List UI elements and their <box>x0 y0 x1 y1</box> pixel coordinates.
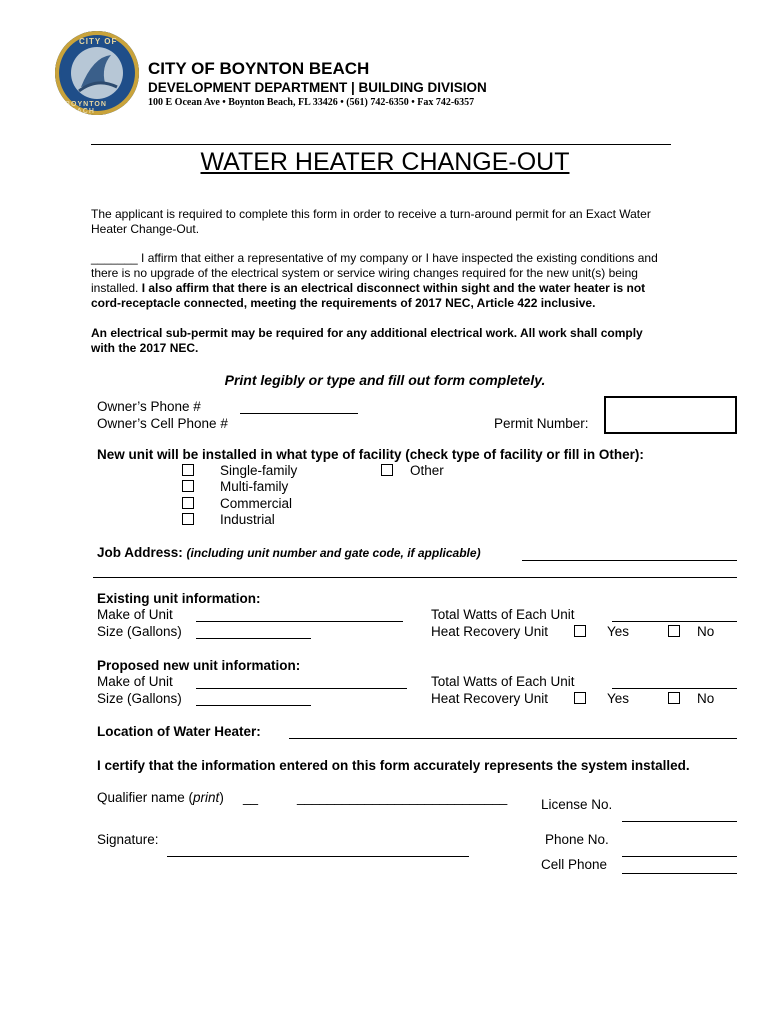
seal-text-top: CITY OF <box>79 37 118 46</box>
header-divider <box>91 144 671 145</box>
qualifier-print-word: print <box>193 790 220 805</box>
qualifier-label: Qualifier name (print) <box>97 790 224 805</box>
industrial-checkbox[interactable] <box>182 513 194 525</box>
existing-heat-no-label: No <box>697 624 715 639</box>
city-seal <box>55 31 139 115</box>
print-note: Print legibly or type and fill out form completely. <box>224 372 546 388</box>
city-name: CITY OF BOYNTON BEACH <box>148 59 370 78</box>
proposed-heat-no-label: No <box>697 691 715 706</box>
address-line: 100 E Ocean Ave • Boynton Beach, FL 33426 • (561) 742-6350 • Fax 742-6357 <box>148 97 475 108</box>
multi-family-label: Multi-family <box>220 479 289 494</box>
proposed-make-field[interactable] <box>196 688 407 689</box>
seal-text-bottom: BOYNTON BEACH <box>65 101 107 115</box>
license-label: License No. <box>541 797 613 812</box>
license-field[interactable] <box>622 821 737 822</box>
affirm-line-3-bold: I also affirm that there is an electrical disconnect within sight and the water heater is not <box>141 281 646 295</box>
cell-phone-field[interactable] <box>622 873 737 874</box>
commercial-checkbox[interactable] <box>182 497 194 509</box>
industrial-label: Industrial <box>220 512 275 527</box>
proposed-heat-yes-checkbox[interactable] <box>574 692 586 704</box>
signature-field[interactable] <box>167 856 469 857</box>
subpermit-line-2: with the 2017 NEC. <box>91 341 199 355</box>
proposed-heading: Proposed new unit information: <box>97 658 301 673</box>
proposed-heat-label: Heat Recovery Unit <box>431 691 549 706</box>
existing-make-field[interactable] <box>196 621 403 622</box>
existing-size-label: Size (Gallons) <box>97 624 182 639</box>
existing-heading: Existing unit information: <box>97 591 261 606</box>
job-address-field-line-2[interactable] <box>93 577 737 578</box>
intro-line-1: The applicant is required to complete this form in order to receive a turn-around permit for an Exact Water <box>91 207 651 221</box>
owner-cell-label: Owner’s Cell Phone # <box>97 416 228 431</box>
existing-size-field[interactable] <box>196 638 311 639</box>
affirm-text <box>91 251 681 311</box>
affirm-line-4: cord-receptacle connected, meeting the requirements of 2017 NEC, Article 422 inclusive. <box>91 296 596 310</box>
proposed-make-label: Make of Unit <box>97 674 173 689</box>
job-address-row <box>97 545 481 560</box>
subpermit-line-1: An electrical sub-permit may be required for any additional electrical work. All work shall comply <box>91 326 643 340</box>
proposed-heat-yes-label: Yes <box>607 691 630 706</box>
certify-statement: I certify that the information entered on this form accurately represents the system installed. <box>97 758 690 773</box>
single-family-label: Single-family <box>220 463 298 478</box>
other-checkbox[interactable] <box>381 464 393 476</box>
affirm-line-1: I affirm that either a representative of my company or I have inspected the existing conditions and <box>137 251 658 265</box>
qualifier-blank-short[interactable]: __ <box>243 790 259 805</box>
proposed-heat-no-checkbox[interactable] <box>668 692 680 704</box>
job-address-note: (including unit number and gate code, if applicable) <box>186 546 481 560</box>
existing-heat-no-checkbox[interactable] <box>668 625 680 637</box>
phone-label: Phone No. <box>545 832 609 847</box>
commercial-label: Commercial <box>220 496 293 511</box>
owner-phone-label: Owner’s Phone # <box>97 399 201 414</box>
other-label: Other <box>410 463 444 478</box>
existing-watts-field[interactable] <box>612 621 737 622</box>
job-address-label: Job Address: <box>97 545 183 560</box>
intro-text <box>91 207 681 237</box>
qualifier-name-field[interactable]: ____________________________ <box>297 790 508 805</box>
affirm-line-2: there is no upgrade of the electrical system or service wiring changes required for the new unit(s) being <box>91 266 638 280</box>
location-field[interactable] <box>289 738 737 739</box>
existing-heat-yes-checkbox[interactable] <box>574 625 586 637</box>
subpermit-text <box>91 326 681 356</box>
facility-question: New unit will be installed in what type of facility (check type of facility or fill in Other): <box>97 447 644 462</box>
intro-line-2: Heater Change-Out. <box>91 222 200 236</box>
existing-heat-yes-label: Yes <box>607 624 630 639</box>
department-name: DEVELOPMENT DEPARTMENT | BUILDING DIVISION <box>148 80 487 95</box>
single-family-checkbox[interactable] <box>182 464 194 476</box>
location-label: Location of Water Heater: <box>97 724 261 739</box>
affirm-line-3: installed. <box>91 281 142 295</box>
permit-number-box[interactable] <box>604 396 737 434</box>
proposed-size-label: Size (Gallons) <box>97 691 182 706</box>
proposed-size-field[interactable] <box>196 705 311 706</box>
cell-phone-label: Cell Phone <box>541 857 608 872</box>
sailfish-icon <box>71 47 123 99</box>
proposed-watts-label: Total Watts of Each Unit <box>431 674 575 689</box>
existing-heat-label: Heat Recovery Unit <box>431 624 549 639</box>
existing-watts-label: Total Watts of Each Unit <box>431 607 575 622</box>
seal-emblem <box>71 47 123 99</box>
affirm-initial-blank[interactable]: _______ <box>91 251 138 265</box>
permit-number-label: Permit Number: <box>494 416 589 431</box>
existing-make-label: Make of Unit <box>97 607 173 622</box>
owner-phone-field[interactable] <box>240 413 358 414</box>
signature-label: Signature: <box>97 832 159 847</box>
job-address-field[interactable] <box>522 560 737 561</box>
phone-field[interactable] <box>622 856 737 857</box>
form-title: WATER HEATER CHANGE-OUT <box>200 148 570 176</box>
proposed-watts-field[interactable] <box>612 688 737 689</box>
multi-family-checkbox[interactable] <box>182 480 194 492</box>
